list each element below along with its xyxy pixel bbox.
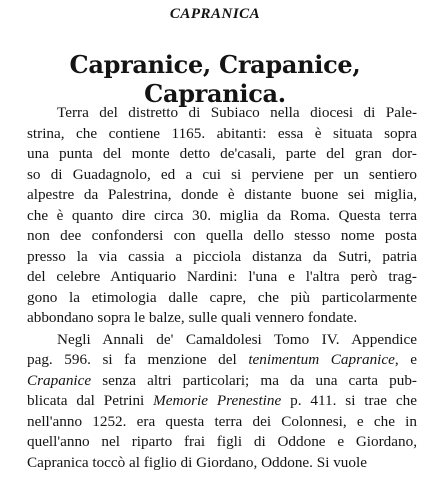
- text-segment: Negli Annali de' Camaldolesi Tomo IV. Appendice: [57, 330, 417, 348]
- running-head: CAPRANICA: [169, 6, 261, 22]
- text-line: [27, 371, 417, 392]
- text-line: [27, 165, 417, 186]
- body-text: [27, 103, 417, 473]
- text-line: [27, 391, 417, 412]
- text-segment: non dee confondersi con quella dello stesso nome posta: [27, 227, 417, 244]
- italic-segment: tenimentum Capranice: [248, 351, 395, 368]
- text-segment: quell'anno nel riparto frai figli di Oddone e Giordano,: [27, 433, 417, 450]
- text-segment: gono la etimologia dalle capre, che più particolarmente: [27, 288, 417, 306]
- text-segment: p. 411. si trae che: [281, 392, 417, 409]
- text-line: [27, 247, 417, 268]
- text-line: [27, 103, 417, 124]
- text-line: [27, 226, 417, 247]
- text-line: [27, 185, 417, 206]
- text-line: [27, 144, 417, 165]
- text-line: [27, 330, 417, 351]
- text-segment: nell'anno 1252. era questa terra dei Colonnesi, e che in: [27, 412, 417, 430]
- paragraph-2: [27, 330, 417, 474]
- text-segment: blicata dal Petrini: [27, 392, 154, 409]
- page-title: Capranice, Crapanice, Capranica.: [69, 50, 361, 108]
- text-segment: pag. 596. si fa menzione del: [27, 351, 249, 368]
- text-line: [27, 288, 417, 309]
- text-line: [27, 206, 417, 227]
- text-segment: so di Guadagnolo, ed a cui si perviene per un sentiero: [27, 165, 417, 183]
- italic-segment: Crapanice: [27, 371, 92, 389]
- text-line: [27, 308, 417, 329]
- text-segment: alpestre da Palestrina, donde è distante buone sei miglia,: [27, 186, 417, 203]
- text-segment: del celebre Antiquario Nardini: l'una e l'altra però trag-: [27, 268, 417, 285]
- text-segment: strina, che contiene 1165. abitanti: essa è situata sopra: [27, 124, 417, 142]
- text-line: [27, 350, 417, 371]
- text-segment: Capranica toccò al figlio di Giordano, Oddone. Si vuole: [27, 453, 367, 471]
- text-segment: Terra del distretto di Subiaco nella diocesi di Pale-: [57, 104, 417, 121]
- text-segment: che è quanto dire circa 30. miglia da Roma. Questa terra: [27, 206, 417, 224]
- text-line: [27, 412, 417, 433]
- text-segment: , e: [394, 351, 417, 368]
- text-segment: presso la via cassia a picciola distanza da Sutri, patria: [27, 247, 417, 265]
- text-segment: senza altri particolari; ma da una carta pub-: [91, 371, 417, 389]
- text-line: [27, 267, 417, 288]
- italic-segment: Memorie Prenestine: [153, 392, 282, 409]
- text-line: [27, 124, 417, 145]
- paragraph-1: [27, 103, 417, 329]
- text-line: [27, 453, 417, 474]
- text-segment: una punta del monte detto de'casali, parte del gran dor-: [27, 145, 417, 162]
- text-segment: abbondano sopra le balze, sulle quali vennero fondate.: [27, 309, 358, 326]
- text-line: [27, 432, 417, 453]
